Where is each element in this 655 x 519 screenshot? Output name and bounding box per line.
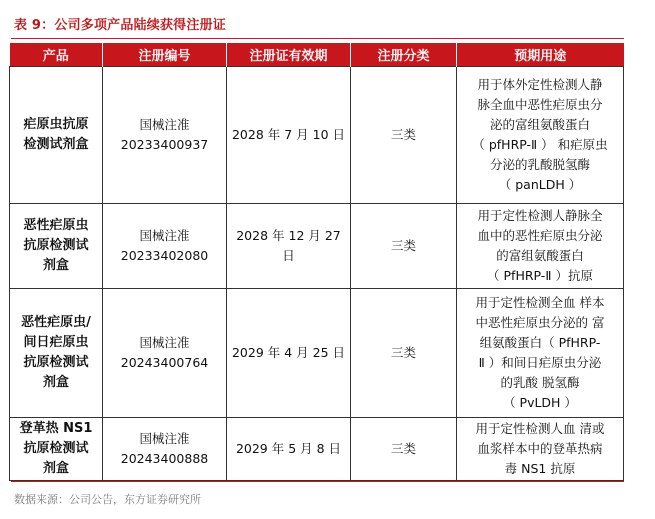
cell-line: 恶性疟原虫/ [21,315,91,330]
cell-line: 20243400888 [120,451,209,466]
cell-line: 抗原检测试 [23,238,89,253]
cell-line: 毒 NS1 抗原 [504,461,576,476]
cell-line: 的乳酸 脱氢酶 [500,375,580,390]
intended-use-cell [457,67,624,204]
product-name-cell [10,204,103,289]
cell-line: 20233400937 [120,137,209,152]
category-cell: 三类 [351,289,457,418]
cell-line: 用于体外定性检测人静 [477,77,603,92]
cell-line: 用于定性检测全血 样本 [475,295,605,310]
cell-line: 的富组氨酸蛋白 [496,248,584,263]
table-row [10,204,624,289]
product-name-cell [10,418,103,481]
cell-line: 剂盒 [42,375,69,390]
cell-line: 20243400764 [120,355,209,370]
intended-use-cell [457,204,624,289]
category-cell: 三类 [351,204,457,289]
product-name-cell [10,289,103,418]
product-name-cell [10,67,103,204]
validity-cell: 2028 年 12 月 27 日 [227,204,351,289]
cell-line: 血浆样本中的登革热病 [477,441,603,456]
table-header-row [10,43,624,67]
cell-line: 国械注准 [139,335,190,350]
cell-line: 中恶性疟原虫分泌的 富 [475,315,605,330]
cell-line: 间日疟原虫 [23,335,89,350]
category-cell: 三类 [351,67,457,204]
cell-line: 剂盒 [42,461,69,476]
cell-line: （ PvLDH ） [503,395,577,410]
source-note: 数据来源：公司公告，东方证券研究所 [14,493,201,506]
cell-line: 血中的恶性疟原虫分泌 [477,228,603,243]
cell-line: 国械注准 [139,117,190,132]
registration-number-cell [103,418,227,481]
cell-line: 国械注准 [139,228,190,243]
category-cell: 三类 [351,418,457,481]
validity-cell: 2028 年 7 月 10 日 [227,67,351,204]
cell-line: 登革热 NS1 [19,421,93,436]
cell-line: 疟原虫抗原 [23,117,89,132]
cell-line: 组氨酸蛋白（ PfHRP- [479,335,601,350]
validity-cell: 2029 年 5 月 8 日 [227,418,351,481]
table-row [10,289,624,418]
intended-use-cell [457,289,624,418]
registration-number-cell [103,289,227,418]
footer-divider [11,481,624,482]
table-row [10,67,624,204]
cell-line: 国械注准 [139,431,190,446]
cell-line: 抗原检测试 [23,441,89,456]
column-header-intended-use: 预期用途 [457,43,624,67]
cell-line: 分泌的乳酸脱氢酶 [489,157,590,172]
intended-use-cell [457,418,624,481]
column-header-registration-number: 注册编号 [103,43,227,67]
column-header-category: 注册分类 [351,43,457,67]
cell-line: 泌的富组氨酸蛋白 [489,117,590,132]
column-header-product: 产品 [10,43,103,67]
cell-line: （ pfHRP-Ⅱ ） 和疟原虫 [472,137,608,152]
cell-line: 检测试剂盒 [23,137,89,152]
cell-line: 用于定性检测人血 清或 [475,421,605,436]
table-caption: 表 9：公司多项产品陆续获得注册证 [14,18,226,33]
table-row [10,418,624,481]
cell-line: 抗原检测试 [23,355,89,370]
product-registration-table [9,43,624,481]
cell-line: 20233402080 [120,248,209,263]
cell-line: （ PfHRP-Ⅱ ）抗原 [487,268,593,283]
cell-line: （ panLDH ） [498,177,582,192]
registration-number-cell [103,67,227,204]
column-header-validity: 注册证有效期 [227,43,351,67]
caption-divider [11,38,624,39]
cell-line: 脉全血中恶性疟原虫分 [477,97,603,112]
cell-line: Ⅱ ）和间日疟原虫分泌 [478,355,602,370]
validity-cell: 2029 年 4 月 25 日 [227,289,351,418]
cell-line: 恶性疟原虫 [23,218,89,233]
cell-line: 用于定性检测人静脉全 [477,208,603,223]
registration-number-cell [103,204,227,289]
cell-line: 剂盒 [42,258,69,273]
